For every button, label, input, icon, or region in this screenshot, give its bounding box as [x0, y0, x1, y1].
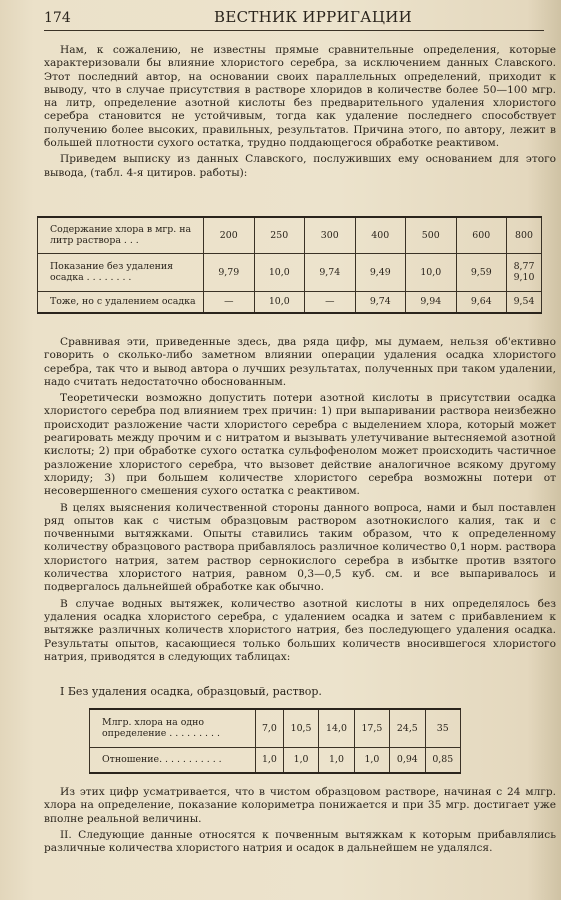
row-label: Содержание хлора в мгр. на литр раствора . . .: [38, 217, 204, 253]
table-cell: 9,49: [355, 253, 406, 291]
table-cell: 7,0: [256, 709, 284, 747]
table-cell: 9,54: [507, 291, 542, 313]
table-cell: 8,77 9,10: [507, 253, 542, 291]
table-cell: —: [305, 291, 356, 313]
table-cell: 9,59: [456, 253, 507, 291]
page-header: [44, 6, 544, 31]
table-cell: 24,5: [390, 709, 425, 747]
text-block-top: [44, 44, 556, 183]
paragraph: В целях выяснения количественной стороны данного вопроса, нами и был поставлен ряд опытов как с чистым образцовым раствором азотнокислого калия, так и с почвенными вытяжками. Опыты ставились таким образом, что к определенному количеству образцового раствора прибавлялось различное количество 0,1 норм. раствора хлористого натрия, затем раствор сернокислого серебра в избытке против взятого количества хлористого натрия, равном 0,3—0,5 куб. см. и все выпаривалось и подвергалось дальнейшей обработке как обычно.: [44, 501, 556, 594]
table-cell: 0,85: [425, 747, 460, 773]
paragraph: Нам, к сожалению, не известны прямые сравнительные определения, которые характеризовали бы влияние хлористого серебра, за исключением данных Славского. Этот последний автор, на основании своих параллельных определений, приходит к выводу, что в случае присутствия в растворе хлоридов в количестве более 50—100 мгр. на литр, определение азотной кислоты без предварительного удаления хлористого серебра становится не устойчивым, тогда как удаление последнего способствует получению более высоких, правильных, результатов. Причина этого, по автору, лежит в большей плотности сухого остатка, трудно поддающегося обработке реактивом.: [44, 44, 556, 150]
table-cell: 600: [456, 217, 507, 253]
table-cell: 1,0: [256, 747, 284, 773]
table-row: [38, 217, 542, 253]
table-cell: 9,74: [355, 291, 406, 313]
table-cell: 17,5: [354, 709, 389, 747]
table-cell: 14,0: [319, 709, 354, 747]
table-cell: 1,0: [354, 747, 389, 773]
table-cell: 10,5: [283, 709, 318, 747]
table-cell: 10,0: [406, 253, 457, 291]
paragraph: II. Следующие данные относятся к почвенным вытяжкам к которым прибавлялись различные количества хлористого натрия и осадок в дальнейшем не удалялся.: [44, 828, 556, 855]
table-cell: 9,94: [406, 291, 457, 313]
table-cell: 1,0: [283, 747, 318, 773]
table-cell: 0,94: [390, 747, 425, 773]
paragraph: Приведем выписку из данных Славского, послуживших ему основанием для этого вывода, (табл. 4-я цитиров. работы):: [44, 153, 556, 179]
paragraph: Сравнивая эти, приведенные здесь, два ряда цифр, мы думаем, нельзя об'ективно говорить о сколько-либо заметном влиянии операции удаления осадка хлористого серебра, так что и вывод автора о лучших результатах, полученных при таком удалении, надо считать недостаточно обоснованным.: [44, 336, 556, 388]
table-cell: 9,74: [305, 253, 356, 291]
row-label: Млгр. хлора на одно определение . . . . . . . . .: [90, 709, 256, 747]
table-cell: 9,79: [204, 253, 255, 291]
table-cell: 10,0: [254, 291, 305, 313]
page-number: 174: [44, 10, 71, 26]
table-chlorine-ratio: [89, 708, 461, 774]
row-label: Показание без удаления осадка . . . . . . . .: [38, 253, 204, 291]
text-block-bottom: [44, 786, 556, 858]
table-cell: 10,0: [254, 253, 305, 291]
text-block-middle: [44, 336, 556, 667]
table-cell: 800: [507, 217, 542, 253]
table-cell: 400: [355, 217, 406, 253]
paragraph: Теоретически возможно допустить потери азотной кислоты в присутствии осадка хлористого серебра под влиянием трех причин: 1) при выпаривании раствора неизбежно происходит разложение части хлористого серебра с выделением хлора, который может реагировать между прочим и с нитратом и вызывать улетучивание вытесняемой азотной кислоты; 2) при обработке сухого остатка сульфофенолом может происходить частичное разложение хлористого серебра, что вызовет действие аналогичное всякому другому хлориду; 3) при большем количестве хлористого серебра возможны потери от несовершенного смешения сухого остатка с реактивом.: [44, 392, 556, 498]
paragraph: Из этих цифр усматривается, что в чистом образцовом растворе, начиная с 24 млгр. хлора на определение, показание колориметра понижается и при 35 мгр. достигает уже вполне реальной величины.: [44, 786, 556, 825]
row-label: Отношение. . . . . . . . . . .: [90, 747, 256, 773]
table-row: [38, 253, 542, 291]
table-cell: 1,0: [319, 747, 354, 773]
running-title: ВЕСТНИК ИРРИГАЦИИ: [214, 8, 412, 26]
table-cell: 300: [305, 217, 356, 253]
table-cell: 35: [425, 709, 460, 747]
table-cell: 500: [406, 217, 457, 253]
table-cell: 200: [204, 217, 255, 253]
table-row: [90, 747, 461, 773]
table-row: [90, 709, 461, 747]
section-heading: I Без удаления осадка, образцовый, раствор.: [60, 685, 322, 698]
paragraph: В случае водных вытяжек, количество азотной кислоты в них определялось без удаления осадка хлористого серебра, с удалением осадка и затем с прибавлением к вытяжке различных количеств хлористого натрия, без последующего удаления осадка. Результаты опытов, касающиеся только больших количеств вносившегося хлористого натрия, приводятся в следующих таблицах:: [44, 597, 556, 663]
table-cell: —: [204, 291, 255, 313]
table-cell: 250: [254, 217, 305, 253]
table-cell: 9,64: [456, 291, 507, 313]
table-slavsky-data: [37, 216, 542, 314]
row-label: Тоже, но с удалением осадка: [38, 291, 204, 313]
table-row: [38, 291, 542, 313]
